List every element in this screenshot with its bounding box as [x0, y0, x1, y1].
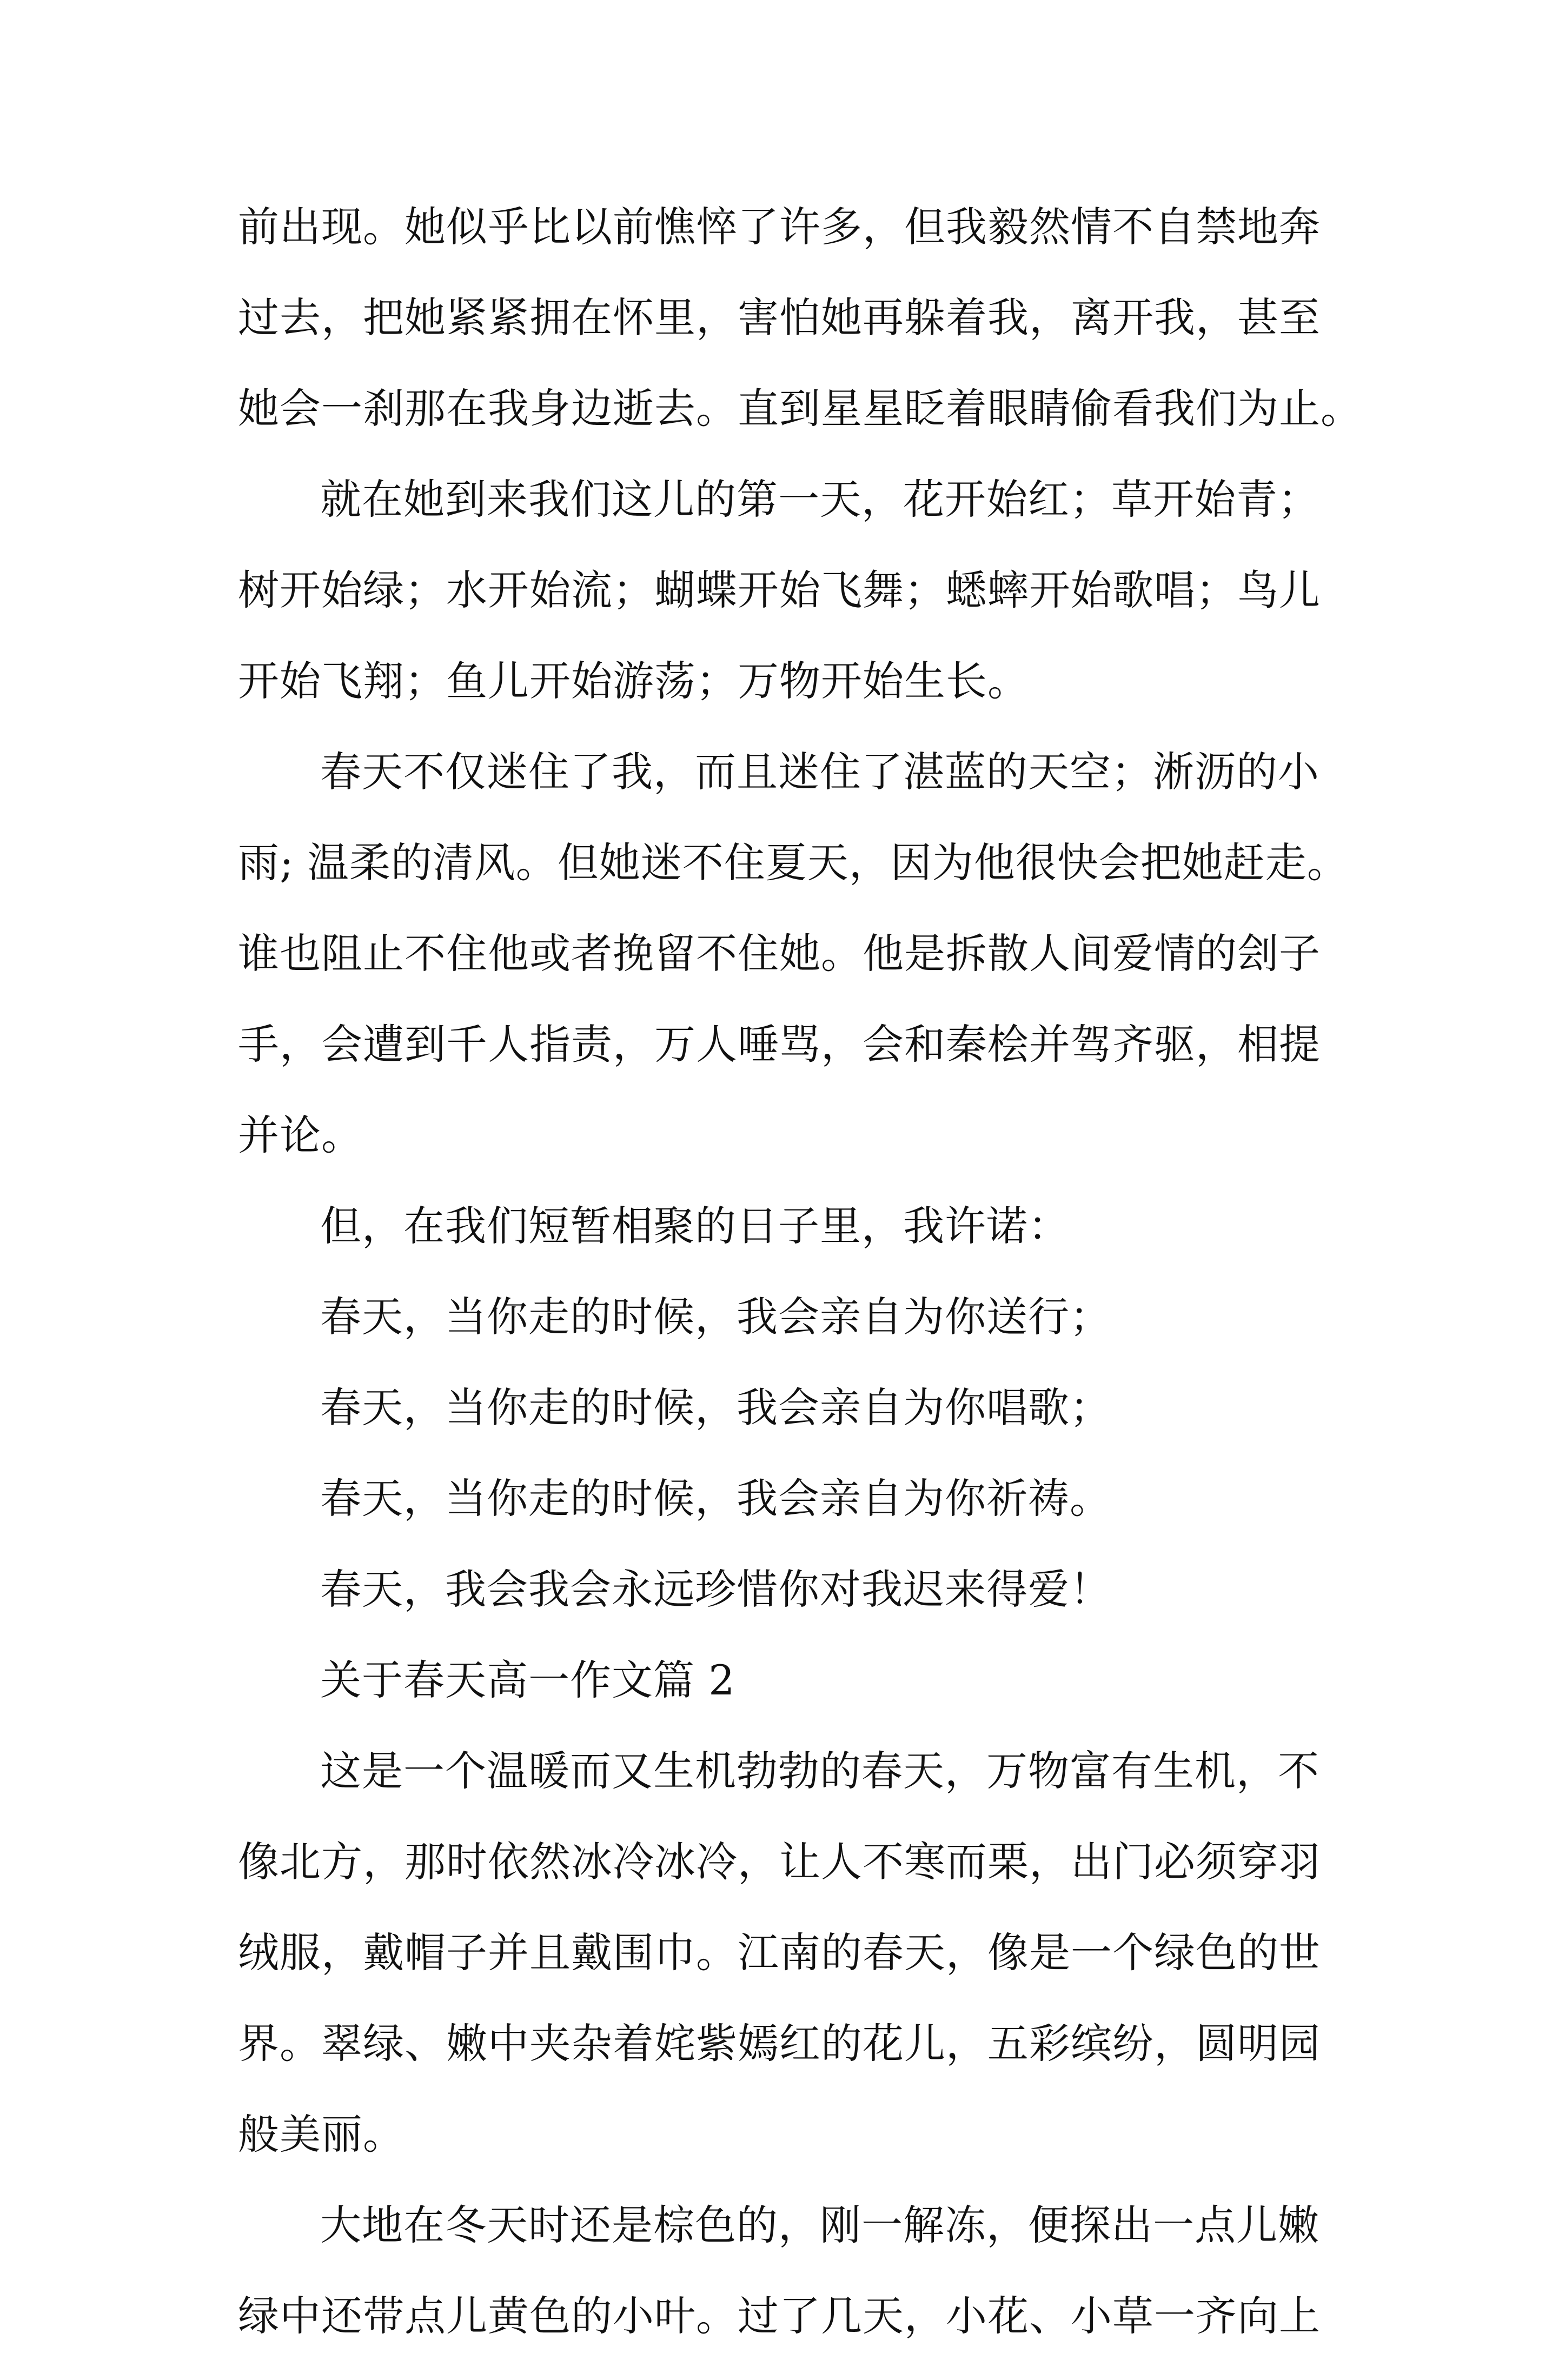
text-line: 她会一刹那在我身边逝去。直到星星眨着眼睛偷看我们为止。 — [238, 384, 1362, 433]
text-line: 前出现。她似乎比以前憔悴了许多，但我毅然情不自禁地奔 — [238, 203, 1321, 251]
paragraph-start-line: 这是一个温暖而又生机勃勃的春天，万物富有生机，不 — [320, 1747, 1319, 1795]
text-line: 界。翠绿、嫩中夹杂着姹紫嫣红的花儿，五彩缤纷，圆明园 — [238, 2019, 1321, 2067]
paragraph-start-line: 春天，当你走的时候，我会亲自为你唱歌； — [320, 1384, 1111, 1432]
text-line: 绒服，戴帽子并且戴围巾。江南的春天，像是一个绿色的世 — [238, 1929, 1321, 1977]
paragraph-start-line: 春天，当你走的时候，我会亲自为你祈祷。 — [320, 1474, 1111, 1523]
text-line: 谁也阻止不住他或者挽留不住她。他是拆散人间爱情的刽子 — [238, 929, 1321, 978]
paragraph-start-line: 春天，当你走的时候，我会亲自为你送行； — [320, 1293, 1111, 1341]
text-line: 树开始绿；水开始流；蝴蝶开始飞舞；蟋蟀开始歌唱；鸟儿 — [238, 566, 1321, 614]
essay-body — [238, 200, 1395, 2380]
text-line: 般美丽。 — [238, 2110, 404, 2158]
paragraph-start-line: 春天不仅迷住了我，而且迷住了湛蓝的天空；淅沥的小 — [320, 748, 1319, 796]
paragraph-start-line: 大地在冬天时还是棕色的，刚一解冻，便探出一点儿嫩 — [320, 2201, 1319, 2249]
text-line: 绿中还带点儿黄色的小叶。过了几天，小花、小草一齐向上 — [238, 2292, 1321, 2340]
paragraph-start-line: 就在她到来我们这儿的第一天，花开始红；草开始青； — [320, 475, 1319, 523]
paragraph-start-line: 春天，我会我会永远珍惜你对我迟来得爱！ — [320, 1565, 1111, 1613]
section-heading: 关于春天高一作文篇 2 — [320, 1656, 735, 1704]
text-line: 手，会遭到千人指责，万人唾骂，会和秦桧并驾齐驱，相提 — [238, 1020, 1321, 1068]
text-line: 开始飞翔；鱼儿开始游荡；万物开始生长。 — [238, 657, 1029, 705]
text-line: 像北方，那时依然冰冷冰冷，让人不寒而栗，出门必须穿羽 — [238, 1838, 1321, 1886]
text-line: 雨; 温柔的清风。但她迷不住夏天，因为他很快会把她赶走。 — [238, 839, 1349, 887]
text-line: 过去，把她紧紧拥在怀里，害怕她再躲着我，离开我，甚至 — [238, 294, 1321, 342]
paragraph-start-line: 但，在我们短暂相聚的日子里，我许诺： — [320, 1202, 1070, 1250]
text-line: 并论。 — [238, 1111, 363, 1159]
